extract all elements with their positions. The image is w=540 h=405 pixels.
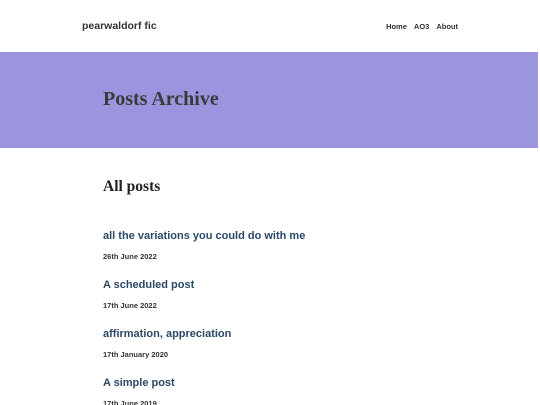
post-list: [103, 229, 483, 405]
list-item: [103, 327, 483, 376]
main-nav: [386, 22, 458, 31]
post-title-link[interactable]: A simple post: [103, 377, 175, 389]
nav-home-link[interactable]: Home: [386, 22, 407, 31]
list-item: [103, 229, 483, 278]
list-item: [103, 278, 483, 327]
site-title-link[interactable]: pearwaldorf fic: [82, 20, 157, 32]
section-title: All posts: [103, 178, 161, 195]
post-title-link[interactable]: A scheduled post: [103, 279, 195, 291]
site-header: [0, 0, 540, 52]
post-date: 17th June 2022: [103, 301, 157, 310]
hero-banner: [0, 52, 538, 148]
post-title-link[interactable]: all the variations you could do with me: [103, 230, 306, 242]
post-date: 17th January 2020: [103, 350, 169, 359]
post-date: 17th June 2019: [103, 399, 157, 405]
nav-ao3-link[interactable]: AO3: [413, 22, 430, 31]
post-title-link[interactable]: affirmation, appreciation: [103, 328, 232, 340]
nav-about-link[interactable]: About: [436, 22, 458, 31]
post-date: 26th June 2022: [103, 252, 157, 261]
page-title: Posts Archive: [103, 88, 219, 110]
list-item: [103, 376, 483, 405]
